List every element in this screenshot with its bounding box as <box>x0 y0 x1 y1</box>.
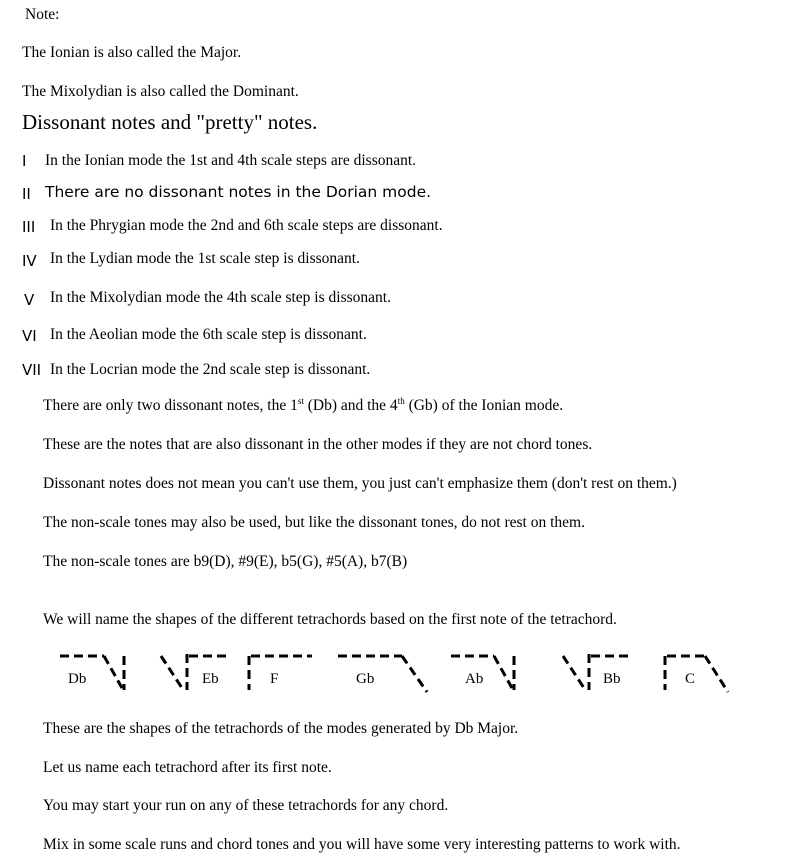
tetrachord-label: F <box>270 671 279 687</box>
tetrachord-shape-f <box>249 656 312 690</box>
mode-numeral: II <box>22 185 31 203</box>
paragraph: You may start your run on any of these tetrachords for any chord. <box>43 797 449 814</box>
mode-numeral: VI <box>22 327 37 345</box>
tetrachord-shape-c <box>665 656 728 692</box>
paragraph: The non-scale tones may also be used, but like the dissonant tones, do not rest on them. <box>43 514 585 531</box>
section-heading: Dissonant notes and "pretty" notes. <box>22 110 318 134</box>
tetrachord-shapes <box>0 640 792 700</box>
mode-numeral: III <box>22 218 36 236</box>
ionian-note: The Ionian is also called the Major. <box>22 44 242 61</box>
tetrachord-shape-gb <box>338 656 427 692</box>
tetrachord-label: Gb <box>356 671 375 687</box>
mode-numeral: I <box>22 152 27 170</box>
dissonant-notes-line <box>43 397 563 415</box>
tetrachord-label: Ab <box>465 671 484 687</box>
mode-numeral: VII <box>22 361 42 379</box>
paragraph: We will name the shapes of the different tetrachords based on the first note of the tetrachord. <box>43 611 617 628</box>
paragraph: These are the notes that are also dissonant in the other modes if they are not chord tones. <box>43 436 593 453</box>
paragraph: The non-scale tones are b9(D), #9(E), b5(G), #5(A), b7(B) <box>43 553 408 570</box>
mode-text: In the Locrian mode the 2nd scale step is dissonant. <box>50 361 371 378</box>
mode-text: There are no dissonant notes in the Dorian mode. <box>45 183 432 201</box>
superscript-st: st <box>297 396 304 406</box>
mode-text: In the Ionian mode the 1st and 4th scale steps are dissonant. <box>45 152 417 169</box>
mode-numeral: IV <box>22 252 37 270</box>
mode-text: In the Mixolydian mode the 4th scale step is dissonant. <box>50 289 391 306</box>
paragraph: Mix in some scale runs and chord tones and you will have some very interesting patterns to work with. <box>43 836 681 853</box>
tetrachord-label: C <box>685 671 696 687</box>
dissonant-text-2: (Db) and the 4 <box>303 397 398 414</box>
dissonant-text-3: (Gb) of the Ionian mode. <box>404 397 564 414</box>
paragraph: Dissonant notes does not mean you can't use them, you just can't emphasize them (don't rest on them.) <box>43 475 677 492</box>
mode-numeral: V <box>24 291 35 309</box>
paragraph: Let us name each tetrachord after its first note. <box>43 759 332 776</box>
mode-text: In the Aeolian mode the 6th scale step is dissonant. <box>50 326 367 343</box>
note-title: Note: <box>25 6 60 23</box>
superscript-th: th <box>397 396 405 406</box>
tetrachord-label: Eb <box>202 671 219 687</box>
tetrachord-label: Db <box>68 671 87 687</box>
mode-text: In the Lydian mode the 1st scale step is dissonant. <box>50 250 360 267</box>
tetrachord-label: Bb <box>603 671 621 687</box>
dissonant-text-1: There are only two dissonant notes, the 1 <box>43 397 298 414</box>
mixolydian-note: The Mixolydian is also called the Dominant. <box>22 83 299 100</box>
mode-text: In the Phrygian mode the 2nd and 6th scale steps are dissonant. <box>50 217 443 234</box>
paragraph: These are the shapes of the tetrachords of the modes generated by Db Major. <box>43 720 519 737</box>
